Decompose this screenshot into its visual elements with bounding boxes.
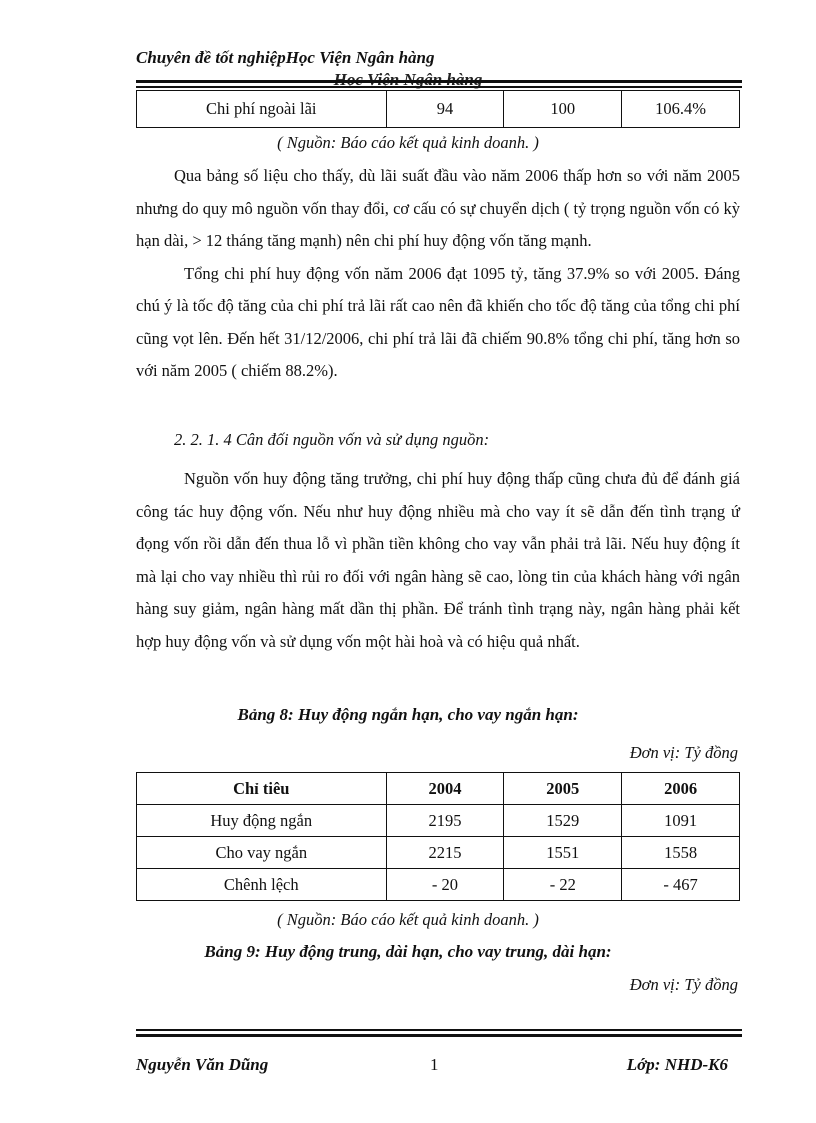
header-rule-thin [136,86,742,88]
table-cell: Cho vay ngắn [137,837,387,869]
footer-rule-thick [136,1034,742,1037]
table-cell: Huy động ngắn [137,805,387,837]
table-8-title: Bảng 8: Huy động ngắn hạn, cho vay ngắn hạn: [237,705,579,724]
header-title: Chuyên đề tốt nghiệpHọc Viện Ngân hàng [136,48,435,67]
paragraph: Tổng chi phí huy động vốn năm 2006 đạt 1095 tỷ, tăng 37.9% so với 2005. Đáng chú ý là tốc độ tăng của chi phí trả lãi rất cao nên đã khiến cho tốc độ tăng của tổng chi phí cũng vọt lên. Đến hết 31/12/2006, chi phí trả lãi đã chiếm 90.8% tổng chi phí, tăng hơn so với năm 2005 ( chiếm 88.2%). [136,263,740,380]
source-note: ( Nguồn: Báo cáo kết quả kinh doanh. ) [277,133,539,152]
table-row [137,805,740,837]
footer-author: Nguyễn Văn Dũng [136,1055,269,1074]
table-row [137,837,740,869]
column-header: 2004 [386,773,504,805]
table-row [137,869,740,901]
table-cell: 1529 [504,805,622,837]
table-header-row [137,773,740,805]
table-cell: 1091 [622,805,740,837]
column-header: 2005 [504,773,622,805]
footer-rule-thin [136,1029,742,1031]
table-cell: 94 [386,91,504,128]
table-cell: - 20 [386,869,504,901]
table-cell: 1551 [504,837,622,869]
table-cell: 1558 [622,837,740,869]
table-cell: Chi phí ngoài lãi [137,91,387,128]
paragraph: Nguồn vốn huy động tăng trưởng, chi phí huy động thấp cũng chưa đủ để đánh giá công tác huy động vốn. Nếu như huy động nhiều mà cho vay ít sẽ dẫn đến tình trạng ứ đọng vốn rồi dẫn đến thua lỗ vì phần tiền không cho vay vẫn phải trả lãi. Nếu huy động ít mà lại cho vay nhiều thì rủi ro đối với ngân hàng sẽ cao, lòng tin của khách hàng với ngân hàng suy giảm, ngân hàng mất dần thị phần. Để tránh tình trạng này, ngân hàng phải kết hợp huy động vốn và sử dụng vốn một hài hoà và có hiệu quả nhất. [136,469,740,651]
header-rule-thick [136,80,742,83]
page-number: 1 [430,1055,439,1074]
footer-class: Lớp: NHD-K6 [626,1055,728,1074]
paragraph: Qua bảng số liệu cho thấy, dù lãi suất đầu vào năm 2006 thấp hơn so với năm 2005 nhưng do quy mô nguồn vốn thay đổi, cơ cấu có sự chuyển dịch ( tỷ trọng nguồn vốn có kỳ hạn dài, > 12 tháng tăng mạnh) nên chi phí huy động vốn tăng mạnh. [136,166,740,250]
table-9-unit: Đơn vị: Tỷ đồng [629,975,738,994]
section-heading: 2. 2. 1. 4 Cân đối nguồn vốn và sử dụng nguồn: [174,430,490,449]
table-top-continuation [136,90,740,128]
source-note: ( Nguồn: Báo cáo kết quả kinh doanh. ) [277,910,539,929]
table-row [137,91,740,128]
column-header: Chỉ tiêu [137,773,387,805]
table-cell: 2215 [386,837,504,869]
body-text-block-2 [136,463,740,658]
table-8 [136,772,740,901]
table-cell: 106.4% [622,91,740,128]
body-text-block-1 [136,160,740,388]
table-cell: 100 [504,91,622,128]
table-cell: - 467 [622,869,740,901]
table-cell: 2195 [386,805,504,837]
table-9-title: Bảng 9: Huy động trung, dài hạn, cho vay trung, dài hạn: [204,942,612,961]
table-8-unit: Đơn vị: Tỷ đồng [629,743,738,762]
table-cell: - 22 [504,869,622,901]
column-header: 2006 [622,773,740,805]
table-cell: Chênh lệch [137,869,387,901]
